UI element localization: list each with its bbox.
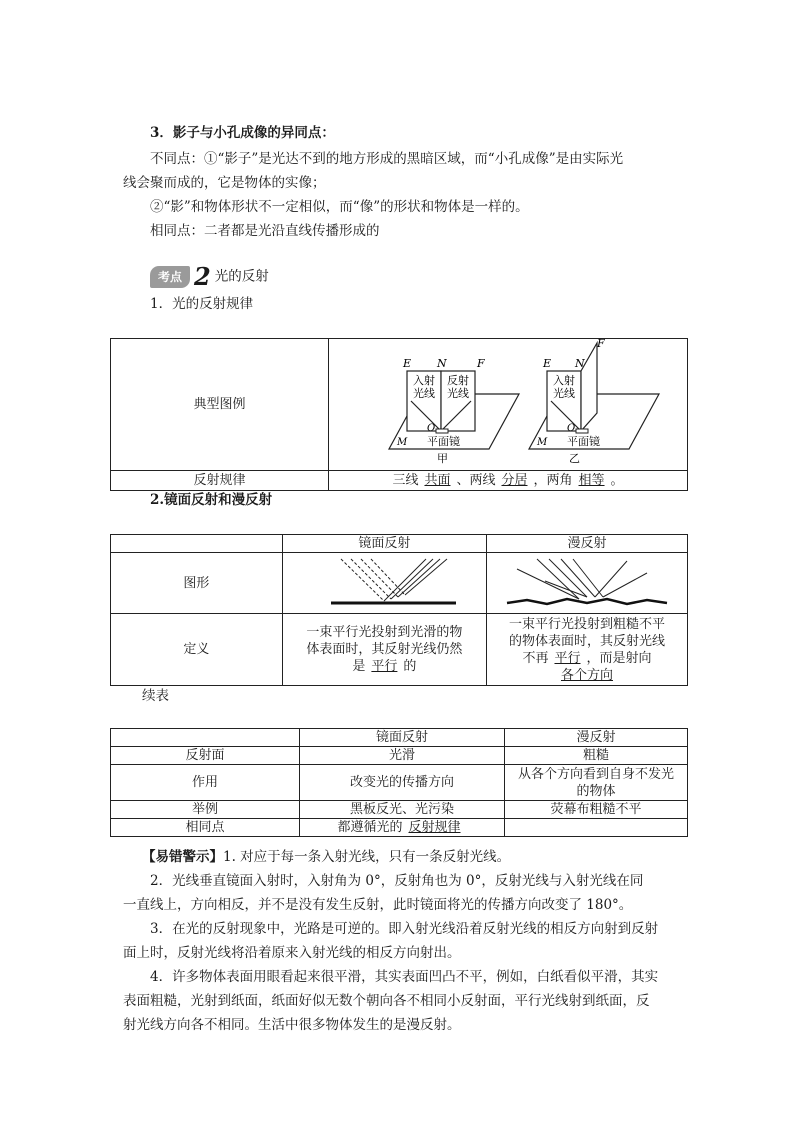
row-effect-specular: 改变光的传播方向 <box>300 765 505 801</box>
law-row-rule-label: 反射规律 <box>111 471 329 491</box>
yi-label-N: N <box>575 357 585 370</box>
mirror-col-diffuse: 漫反射 <box>487 535 688 553</box>
diffuse-figure-cell <box>487 553 688 614</box>
row-common-empty <box>505 819 688 837</box>
table-row <box>111 819 688 837</box>
row-effect-diffuse-line1: 从各个方向看到自身不发光 <box>517 766 674 782</box>
jia-mirror-label: 平面镜 <box>427 435 460 448</box>
warning-p1-text: 1. 对应于每一条入射光线，只有一条反射光线。 <box>223 849 511 865</box>
warning-p1 <box>142 847 510 867</box>
row-reflect-surface-specular: 光滑 <box>300 747 505 765</box>
jia-reflected-1: 反射 <box>447 374 469 387</box>
section3-title: 3．影子与小孔成像的异同点： <box>150 125 335 141</box>
jia-caption: 甲 <box>437 452 448 465</box>
law-table <box>110 338 688 491</box>
jia-incident-1: 入射 <box>413 374 435 387</box>
table-row <box>111 765 688 801</box>
specular-def-fill: 平行 <box>371 659 398 674</box>
rule-text-3: ，两角 <box>533 473 573 488</box>
warning-p4b: 表面粗糙，光射到纸面，纸面好似无数个朝向各不相同小反射面，平行光线射到纸面，反 <box>123 993 650 1009</box>
yi-incident-1: 入射 <box>553 374 575 387</box>
jia-label-E: E <box>403 357 412 370</box>
reflection-law-figures <box>329 339 687 465</box>
diffuse-def-text2: ，而是射向 <box>586 650 652 666</box>
section3-line1: 不同点：①“影子”是光达不到的地方形成的黑暗区域，而“小孔成像”是由实际光 <box>150 151 624 167</box>
law-heading: 1．光的反射规律 <box>150 296 254 312</box>
diffuse-reflection-figure <box>487 553 687 608</box>
specular-def-line3 <box>287 658 482 675</box>
rule-fill-3: 相等 <box>578 473 605 488</box>
mirror-table-corner <box>111 535 283 553</box>
kaodian-number: 2 <box>194 262 211 291</box>
continued-col-specular: 镜面反射 <box>300 729 505 747</box>
specular-def-line2: 体表面时，其反射光线仍然 <box>306 642 463 657</box>
mirror-col-specular: 镜面反射 <box>282 535 486 553</box>
yi-label-M: M <box>537 437 548 448</box>
warning-p4c: 射光线方向各不相同。生活中很多物体发生的是漫反射。 <box>123 1017 461 1033</box>
specular-definition <box>282 614 486 686</box>
row-common-fill: 反射规律 <box>408 820 461 835</box>
mirror-table <box>110 534 688 686</box>
row-effect-diffuse <box>505 765 688 801</box>
continued-label: 续表 <box>142 688 169 704</box>
rule-text-2: 、两线 <box>456 473 496 488</box>
specular-def-text: 是 <box>352 659 366 674</box>
diffuse-def-line2: 的物体表面时，其反射光线 <box>508 633 665 649</box>
diffuse-def-text: 不再 <box>522 650 549 666</box>
rule-text-4: 。 <box>610 473 624 488</box>
continued-corner <box>111 729 300 747</box>
row-common-text: 都遵循光的 <box>337 820 403 835</box>
law-row-figure-label: 典型图例 <box>111 339 329 471</box>
warning-p3a: 3．在光的反射现象中，光路是可逆的。即入射光线沿着反射光线的相反方向射到反射 <box>150 921 659 937</box>
continued-col-diffuse: 漫反射 <box>505 729 688 747</box>
warning-p2a: 2．光线垂直镜面入射时，入射角为 0°，反射角也为 0°，反射光线与入射光线在同 <box>150 873 644 889</box>
kaodian-badge: 考点 <box>150 266 190 288</box>
section3-line2: 线会聚而成的，它是物体的实像； <box>123 175 326 191</box>
row-example-specular: 黑板反光、光污染 <box>300 801 505 819</box>
table-row <box>111 801 688 819</box>
warning-p3b: 面上时，反射光线将沿着原来入射光线的相反方向射出。 <box>123 945 461 961</box>
jia-label-M: M <box>397 437 408 448</box>
jia-incident-2: 光线 <box>413 387 435 400</box>
law-rule-cell <box>329 471 688 491</box>
figure-jia <box>389 357 519 465</box>
diffuse-def-line3 <box>491 650 683 667</box>
row-effect-label: 作用 <box>111 765 300 801</box>
diffuse-definition <box>487 614 688 686</box>
kaodian-title: 光的反射 <box>214 268 269 285</box>
row-reflect-surface-diffuse: 粗糙 <box>505 747 688 765</box>
warning-p4a: 4．许多物体表面用眼看起来很平滑，其实表面凹凸不平，例如，白纸看似平滑，其实 <box>150 969 659 985</box>
row-example-diffuse: 荧幕布粗糙不平 <box>505 801 688 819</box>
rule-fill-2: 分居 <box>501 473 528 488</box>
diffuse-def-line4 <box>491 667 683 684</box>
row-example-label: 举例 <box>111 801 300 819</box>
yi-label-E: E <box>543 357 552 370</box>
specular-reflection-figure <box>286 553 482 608</box>
warning-tag: 【易错警示】 <box>142 849 223 865</box>
yi-label-F: F <box>597 339 605 350</box>
row-reflect-surface-label: 反射面 <box>111 747 300 765</box>
jia-label-N: N <box>437 357 447 370</box>
mirror-row-figure-label: 图形 <box>111 553 283 614</box>
specular-def-end: 的 <box>403 659 417 674</box>
jia-reflected-2: 光线 <box>447 387 469 400</box>
diffuse-def-fill2: 各个方向 <box>560 667 613 683</box>
rule-text-1: 三线 <box>392 473 419 488</box>
kaodian-heading <box>150 262 269 291</box>
row-common-value <box>300 819 505 837</box>
law-figure-cell <box>329 339 688 471</box>
row-effect-diffuse-line2: 的物体 <box>576 783 616 799</box>
specular-def-line1: 一束平行光投射到光滑的物 <box>306 625 463 640</box>
section3-line4: 相同点：二者都是光沿直线传播形成的 <box>150 223 380 239</box>
yi-label-O: O <box>567 423 576 434</box>
table-row <box>111 747 688 765</box>
jia-label-O: O <box>427 423 436 434</box>
diffuse-def-fill1: 平行 <box>554 650 581 666</box>
warning-p2b: 一直线上，方向相反，并不是没有发生反射，此时镜面将光的传播方向改变了 180°。 <box>123 897 633 913</box>
section3-line3: ②“影”和物体形状不一定相似，而“像”的形状和物体是一样的。 <box>150 199 529 215</box>
yi-incident-2: 光线 <box>553 387 575 400</box>
specular-figure-cell <box>282 553 486 614</box>
figure-yi <box>529 339 659 465</box>
continued-table <box>110 728 688 837</box>
mirror-row-definition-label: 定义 <box>111 614 283 686</box>
jia-label-F: F <box>477 357 485 370</box>
rule-fill-1: 共面 <box>424 473 451 488</box>
row-common-label: 相同点 <box>111 819 300 837</box>
mirror-heading: 2.镜面反射和漫反射 <box>150 492 273 508</box>
yi-mirror-label: 平面镜 <box>567 435 600 448</box>
diffuse-def-line1: 一束平行光投射到粗糙不平 <box>508 616 665 632</box>
yi-caption: 乙 <box>569 452 580 465</box>
